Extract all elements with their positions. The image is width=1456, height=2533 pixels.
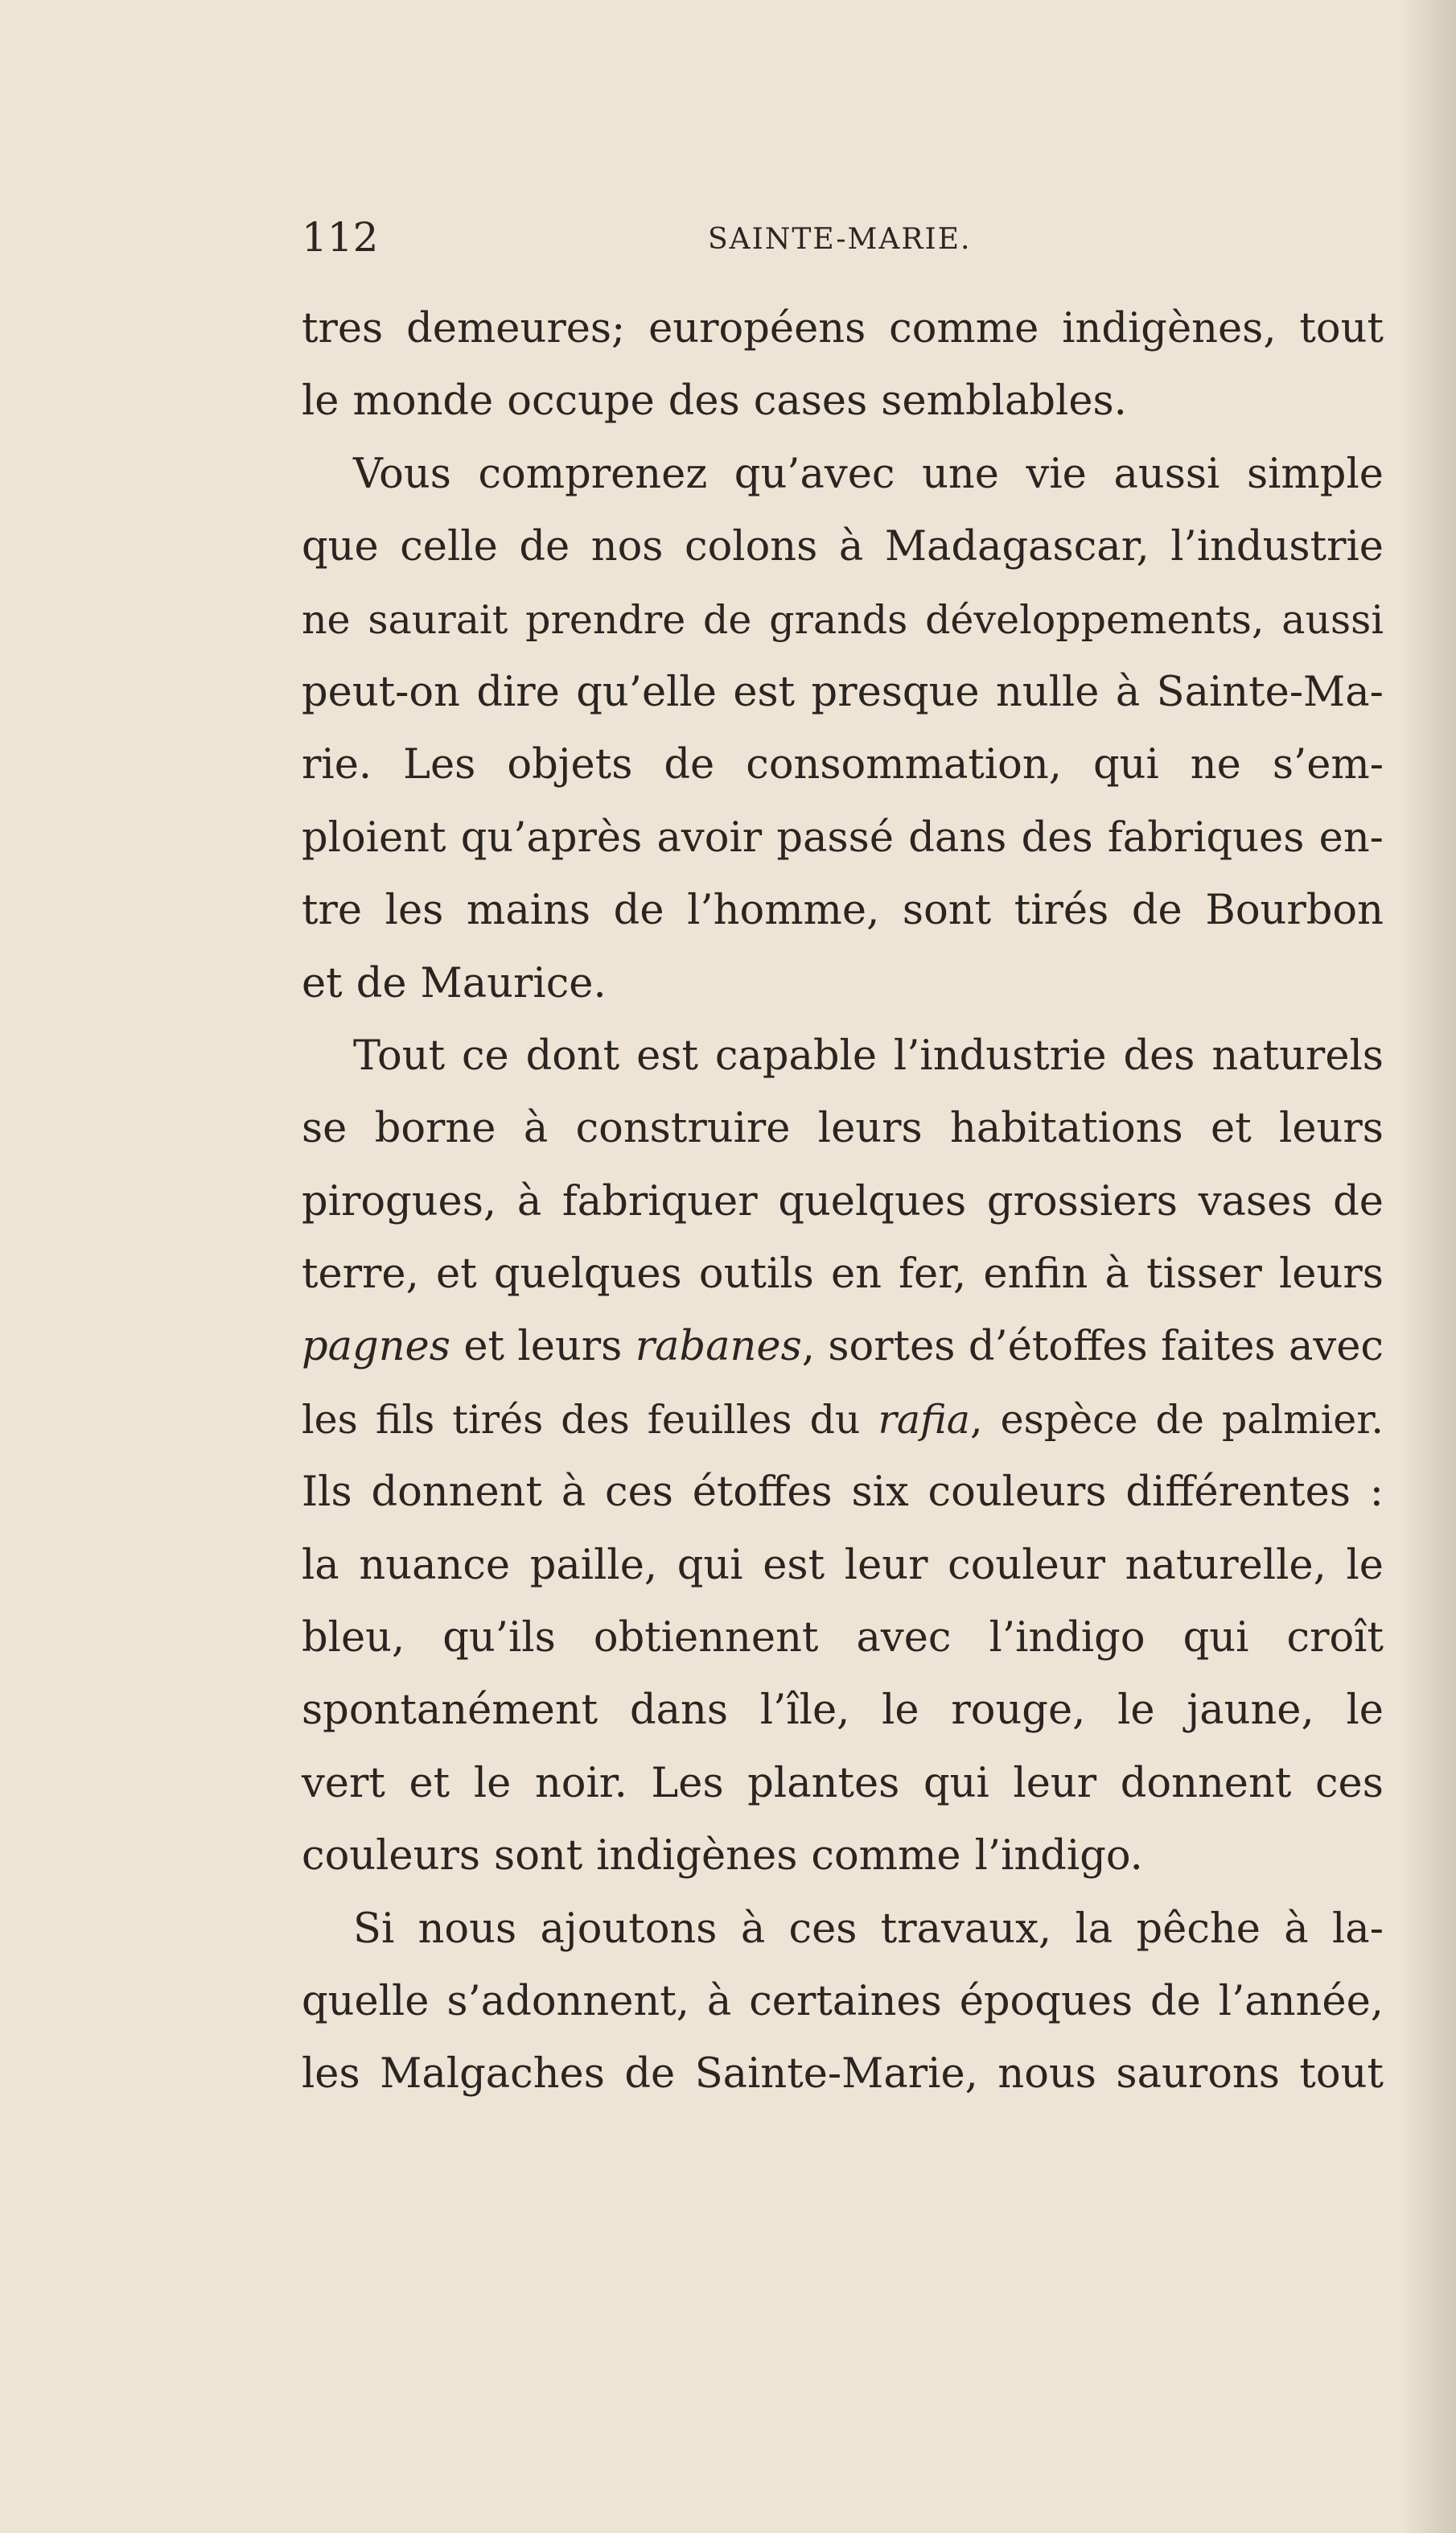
word: des (1021, 813, 1093, 862)
word: pirogues, (302, 1177, 497, 1225)
word: palmier. (1221, 1396, 1384, 1443)
text-line (302, 948, 1384, 1020)
word: leurs (1278, 1250, 1384, 1299)
word: en (830, 1250, 882, 1299)
word: leur (1013, 1759, 1097, 1807)
text-line (302, 802, 1384, 875)
word: pêche (1136, 1905, 1261, 1953)
word: monde (352, 377, 494, 426)
word: Vous (353, 450, 451, 498)
word: Ils (302, 1468, 352, 1517)
word: avoir (656, 813, 763, 862)
word: leurs (1279, 1105, 1384, 1153)
italic-word: rafia (878, 1396, 971, 1443)
word: le (1346, 1687, 1384, 1735)
word: outils (698, 1250, 814, 1299)
word: sont (494, 1832, 583, 1880)
word: fer, (899, 1250, 967, 1299)
running-head (302, 213, 1384, 262)
word: Sainte-Ma- (1156, 668, 1384, 716)
word: de (1131, 887, 1182, 935)
word: rie. (302, 741, 372, 789)
text-line (302, 1093, 1384, 1165)
word: capable (714, 1032, 878, 1080)
word: avec (1288, 1323, 1384, 1371)
word: rabanes, (635, 1323, 815, 1371)
word: et (463, 1323, 504, 1371)
italic-word: pagnes (302, 1323, 450, 1371)
word: vert (302, 1759, 385, 1807)
text-line (302, 1166, 1384, 1238)
word: quelques (493, 1250, 682, 1299)
word: demeures; (406, 305, 626, 352)
word: étoffes (692, 1468, 833, 1517)
word: des (1123, 1032, 1195, 1080)
text-line (302, 584, 1384, 657)
word: nos (590, 523, 664, 571)
word: de (613, 887, 664, 935)
body-text (302, 293, 1384, 2111)
word: fabriques (1107, 813, 1305, 862)
text-line (302, 875, 1384, 947)
word: construire (575, 1105, 791, 1153)
word: ces (605, 1468, 673, 1517)
word: leurs (517, 1323, 623, 1371)
word: fabriquer (561, 1177, 758, 1225)
word: aussi (1281, 596, 1384, 643)
word: peut-on (302, 668, 460, 716)
word: tisser (1146, 1250, 1262, 1299)
word: l’indigo (989, 1614, 1145, 1662)
word: la (1075, 1905, 1113, 1953)
word: le (1117, 1687, 1155, 1735)
word: bleu, (302, 1614, 405, 1662)
word: le (882, 1687, 919, 1735)
word: l’indigo. (974, 1832, 1143, 1880)
text-line (302, 1456, 1384, 1529)
word: vie (1026, 450, 1087, 498)
word: les (385, 887, 444, 935)
word: qui (1092, 741, 1159, 789)
word: presque (811, 668, 980, 716)
word: couleur (948, 1541, 1105, 1589)
word: simple (1246, 450, 1384, 498)
italic-word: rabanes (635, 1323, 802, 1371)
word: travaux, (880, 1905, 1052, 1953)
word: tre (302, 887, 363, 935)
word: obtiennent (593, 1614, 819, 1662)
word: de (703, 596, 752, 643)
word: nous (997, 2050, 1096, 2098)
word: de (1150, 1977, 1201, 2025)
word: qu’elle (576, 668, 717, 716)
text-line (302, 1530, 1384, 1602)
word: leur (844, 1541, 928, 1589)
word: rafia, (878, 1396, 983, 1443)
word: tirés (452, 1396, 544, 1443)
word: celle (400, 523, 498, 571)
word: comme (889, 305, 1039, 352)
word: qu’après (460, 813, 643, 862)
word: croît (1286, 1614, 1384, 1662)
word: qui (1182, 1614, 1249, 1662)
word: mains (466, 887, 591, 935)
word: différentes (1125, 1468, 1351, 1517)
word: quelques (778, 1177, 967, 1225)
word: passé (776, 813, 895, 862)
word: Les (403, 741, 476, 789)
text-line (302, 657, 1384, 729)
word: est (636, 1032, 698, 1080)
text-line (302, 1311, 1384, 1383)
word: couleurs (302, 1832, 481, 1880)
word: nous (417, 1905, 517, 1953)
text-line (302, 439, 1384, 511)
text-line (302, 1602, 1384, 1674)
word: enfin (983, 1250, 1088, 1299)
word: qu’ils (442, 1614, 556, 1662)
word: colons (685, 523, 818, 571)
word: qui (923, 1759, 989, 1807)
word: dans (629, 1687, 729, 1735)
word: consommation, (746, 741, 1062, 789)
word: l’année, (1218, 1977, 1384, 2025)
word: de (519, 523, 570, 571)
text-line (302, 2038, 1384, 2111)
word: une (922, 450, 999, 498)
word: la (302, 1541, 339, 1589)
word: dans (908, 813, 1007, 862)
word: de (664, 741, 715, 789)
word: de (624, 2050, 676, 2098)
word: est (733, 668, 796, 716)
word: avec (856, 1614, 952, 1662)
word: naturelle, (1125, 1541, 1326, 1589)
word: ploient (302, 813, 446, 862)
word: six (851, 1468, 909, 1517)
word: tout (1299, 305, 1384, 352)
word: Les (651, 1759, 724, 1807)
word: ce (461, 1032, 509, 1080)
word: saurons (1116, 2050, 1280, 2098)
text-line (302, 1893, 1384, 1966)
text-line (302, 1748, 1384, 1820)
word: à (1115, 668, 1141, 716)
word: dont (525, 1032, 620, 1080)
word: nulle (995, 668, 1100, 716)
page-edge-shadow (1400, 0, 1456, 2533)
word: des (668, 377, 740, 426)
word: l’industrie (1170, 523, 1384, 571)
word: de (356, 959, 407, 1007)
word: européens (648, 305, 866, 352)
word: indigènes (596, 1832, 798, 1880)
word: ces (788, 1905, 858, 1953)
word: plantes (747, 1759, 900, 1807)
word: occupe (507, 377, 655, 426)
word: semblables. (881, 377, 1127, 426)
word: qui (677, 1541, 743, 1589)
word: et (302, 959, 343, 1007)
text-line (302, 1384, 1384, 1456)
word: en- (1318, 813, 1384, 862)
word: Sainte-Marie, (694, 2050, 978, 2098)
word: borne (374, 1105, 496, 1153)
word: des (561, 1396, 630, 1443)
word: spontanément (302, 1687, 598, 1735)
word: dire (476, 668, 560, 716)
word: à (740, 1905, 766, 1953)
word: tirés (1014, 887, 1109, 935)
word: donnent (1120, 1759, 1292, 1807)
word: le (302, 377, 339, 426)
word: grands (769, 596, 908, 643)
word: Maurice. (420, 959, 607, 1007)
word: comprenez (478, 450, 708, 498)
word: ajoutons (540, 1905, 718, 1953)
word: cases (753, 377, 868, 426)
word: à (838, 523, 864, 571)
word: se (302, 1105, 348, 1153)
word: la- (1331, 1905, 1384, 1953)
word: qu’avec (734, 450, 895, 498)
word: objets (507, 741, 633, 789)
text-line (302, 511, 1384, 583)
word: d’étoffes (968, 1323, 1148, 1371)
word: feuilles (647, 1396, 792, 1443)
word: certaines (749, 1977, 942, 2025)
word: de (1333, 1177, 1384, 1225)
word: ne (302, 596, 351, 643)
running-title: SAINTE-MARIE. (708, 223, 972, 256)
word: le (1346, 1541, 1384, 1589)
word: faites (1161, 1323, 1276, 1371)
word: comme (811, 1832, 961, 1880)
word: Madagascar, (884, 523, 1150, 571)
word: indigènes, (1062, 305, 1277, 352)
word: à (516, 1177, 542, 1225)
word: grossiers (986, 1177, 1178, 1225)
word: paille, (529, 1541, 658, 1589)
word: époques (959, 1977, 1133, 2025)
word: à (706, 1977, 732, 2025)
word: à (561, 1468, 586, 1517)
word: à (1104, 1250, 1129, 1299)
word: tres (302, 305, 384, 352)
word: développements, (925, 596, 1265, 643)
word: rouge, (951, 1687, 1086, 1735)
word: les (302, 2050, 360, 2098)
word: fils (375, 1396, 435, 1443)
word: sortes (828, 1323, 956, 1371)
word: terre, (302, 1250, 419, 1299)
word: : (1369, 1468, 1384, 1517)
word: nuance (359, 1541, 511, 1589)
word: quelle (302, 1977, 430, 2025)
text-line (302, 365, 1384, 438)
word: les (302, 1396, 358, 1443)
word: et (1211, 1105, 1252, 1153)
word: l’île, (759, 1687, 850, 1735)
word: que (302, 523, 379, 571)
word: l’homme, (687, 887, 880, 935)
word: à (1284, 1905, 1309, 1953)
word: est (763, 1541, 825, 1589)
word: naturels (1211, 1032, 1384, 1080)
word: et (409, 1759, 450, 1807)
text-line (302, 1238, 1384, 1311)
word: sont (902, 887, 992, 935)
word: couleurs (927, 1468, 1107, 1517)
word: habitations (950, 1105, 1183, 1153)
word: aussi (1113, 450, 1220, 498)
word: ces (1314, 1759, 1384, 1807)
word: du (809, 1396, 861, 1443)
text-line (302, 1020, 1384, 1093)
word: jaune, (1187, 1687, 1314, 1735)
word: vases (1198, 1177, 1313, 1225)
text-line (302, 1674, 1384, 1747)
text-line (302, 1820, 1384, 1893)
word: donnent (371, 1468, 543, 1517)
word: tout (1299, 2050, 1384, 2098)
word: saurait (368, 596, 508, 643)
text-line (302, 293, 1384, 365)
word: s’em- (1272, 741, 1384, 789)
word: Tout (353, 1032, 446, 1080)
word: leurs (817, 1105, 923, 1153)
word: le (473, 1759, 512, 1807)
word: prendre (525, 596, 686, 643)
word: ne (1190, 741, 1241, 789)
text-line (302, 729, 1384, 801)
word: Si (353, 1905, 395, 1953)
word: et (436, 1250, 477, 1299)
word: Bourbon (1205, 887, 1384, 935)
word: s’adonnent, (446, 1977, 689, 2025)
word: noir. (534, 1759, 627, 1807)
word: de (1155, 1396, 1204, 1443)
word: l’industrie (893, 1032, 1107, 1080)
word (302, 1311, 450, 1383)
word: Malgaches (380, 2050, 605, 2098)
word: espèce (1000, 1396, 1138, 1443)
page-number: 112 (302, 214, 379, 261)
text-line (302, 1966, 1384, 2038)
word: à (523, 1105, 549, 1153)
